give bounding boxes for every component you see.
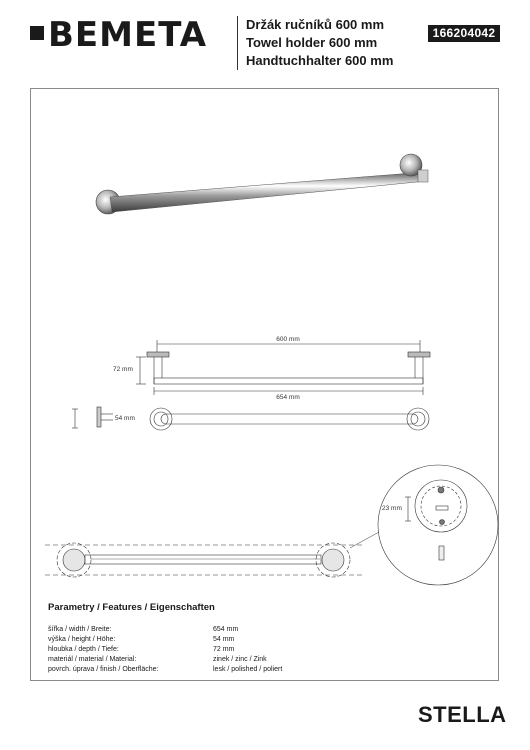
towel-bar	[110, 172, 427, 212]
param-label-material: materiál / material / Material:	[48, 656, 137, 663]
right-post	[418, 170, 428, 182]
param-value-height: 54 mm	[213, 636, 235, 643]
left-plate	[147, 352, 169, 357]
param-value-depth: 72 mm	[213, 646, 235, 653]
dimension-drawing	[136, 340, 430, 395]
label-654: 654 mm	[276, 394, 300, 401]
param-label-height: výška / height / Höhe:	[48, 636, 116, 643]
param-value-finish: lesk / polished / poliert	[213, 666, 283, 673]
label-54: 54 mm	[115, 415, 135, 422]
param-value-width: 654 mm	[213, 626, 239, 633]
product-photo	[96, 154, 428, 214]
param-label-finish: povrch. úprava / finish / Oberfläche:	[48, 666, 159, 673]
label-600: 600 mm	[276, 336, 300, 343]
detail-circle	[350, 465, 498, 585]
params-title: Parametry / Features / Eigenschaften	[48, 602, 215, 613]
title-de: Handtuchhalter 600 mm	[246, 53, 394, 68]
series-name: STELLA	[418, 702, 507, 727]
logo-text: BEMETA	[48, 15, 208, 55]
wall-view	[45, 543, 362, 577]
right-plate	[408, 352, 430, 357]
label-23: 23 mm	[382, 505, 402, 512]
param-label-depth: hloubka / depth / Tiefe:	[48, 646, 119, 653]
param-value-material: zinek / zinc / Zink	[213, 656, 267, 663]
product-code-badge: 166204042	[428, 25, 500, 42]
label-72: 72 mm	[113, 366, 133, 373]
title-en: Towel holder 600 mm	[246, 35, 378, 50]
bar-side-view	[154, 378, 423, 384]
param-label-width: šířka / width / Breite:	[48, 626, 112, 633]
title-cz: Držák ručníků 600 mm	[246, 17, 385, 32]
